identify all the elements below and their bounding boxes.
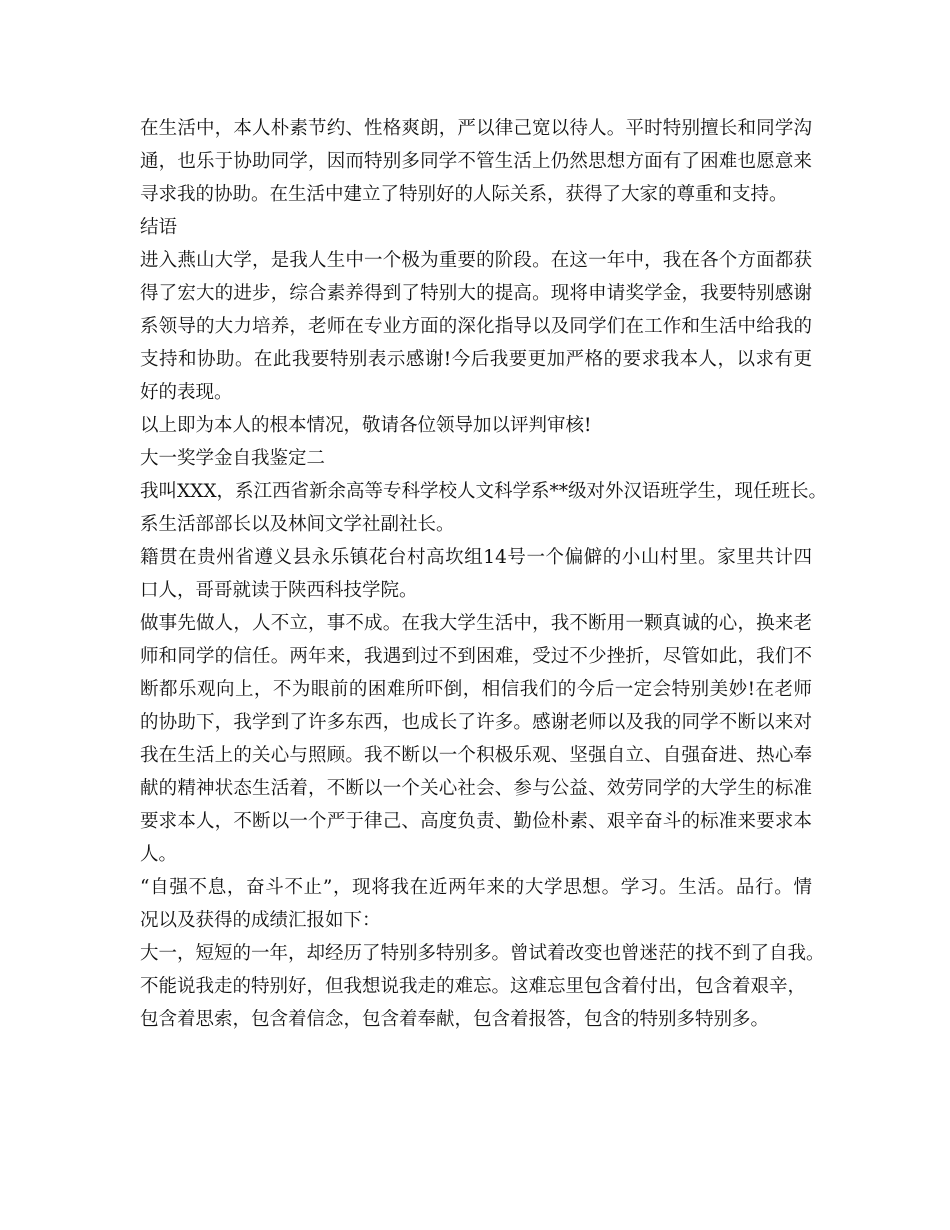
- text-line: 要求本人，不断以一个严于律己、高度负责、勤俭朴素、艰辛奋斗的标准来要求本: [140, 811, 812, 832]
- text-line: 况以及获得的成绩汇报如下：: [140, 910, 381, 931]
- text-line: 籍贯在贵州省遵义县永乐镇花台村高坎组14号一个偏僻的小山村里。家里共计四: [140, 547, 812, 568]
- text-line: 系领导的大力培养，老师在专业方面的深化指导以及同学们在工作和生活中给我的: [140, 316, 812, 337]
- text-line: “自强不息，奋斗不止”，现将我在近两年来的大学思想。学习。生活。品行。情: [140, 877, 812, 898]
- text-line: 大一，短短的一年，却经历了特别多特别多。曾试着改变也曾迷茫的找不到了自我。: [140, 943, 825, 964]
- text-line: 系生活部部长以及林间文学社副社长。: [140, 514, 455, 535]
- section-heading: 结语: [140, 217, 178, 238]
- text-line: 支持和协助。在此我要特别表示感谢!今后我要更加严格的要求我本人，以求有更: [140, 349, 812, 370]
- text-line: 做事先做人，人不立，事不成。在我大学生活中，我不断用一颗真诚的心，换来老: [140, 613, 812, 634]
- text-line: 以上即为本人的根本情况，敬请各位领导加以评判审核!: [140, 415, 592, 436]
- text-line: 不能说我走的特别好，但我想说我走的难忘。这难忘里包含着付出，包含着艰辛，: [140, 976, 807, 997]
- text-line: 我在生活上的关心与照顾。我不断以一个积极乐观、坚强自立、自强奋进、热心奉: [140, 745, 812, 766]
- text-line: 口人，哥哥就读于陕西科技学院。: [140, 580, 418, 601]
- text-line: 献的精神状态生活着，不断以一个关心社会、参与公益、效劳同学的大学生的标准: [140, 778, 812, 799]
- text-line: 人。: [140, 844, 178, 865]
- text-line: 好的表现。: [140, 382, 233, 403]
- text-line: 进入燕山大学，是我人生中一个极为重要的阶段。在这一年中，我在各个方面都获: [140, 250, 812, 271]
- text-line: 师和同学的信任。两年来，我遇到过不到困难，受过不少挫折，尽管如此，我们不: [140, 646, 812, 667]
- section-heading: 大一奖学金自我鉴定二: [140, 448, 326, 469]
- text-line: 寻求我的协助。在生活中建立了特别好的人际关系，获得了大家的尊重和支持。: [140, 184, 788, 205]
- text-line: 在生活中，本人朴素节约、性格爽朗，严以律己宽以待人。平时特别擅长和同学沟: [140, 118, 812, 139]
- text-line: 包含着思索，包含着信念，包含着奉献，包含着报答，包含的特别多特别多。: [140, 1009, 770, 1030]
- text-line: 通，也乐于协助同学，因而特别多同学不管生活上仍然思想方面有了困难也愿意来: [140, 151, 812, 172]
- document-body: [140, 112, 830, 1036]
- text-line: 得了宏大的进步，综合素养得到了特别大的提高。现将申请奖学金，我要特别感谢: [140, 283, 812, 304]
- text-line: 我叫XXX，系江西省新余高等专科学校人文科学系**级对外汉语班学生，现任班长。: [140, 481, 828, 502]
- text-line: 断都乐观向上，不为眼前的困难所吓倒，相信我们的今后一定会特别美妙!在老师: [140, 679, 812, 700]
- text-line: 的协助下，我学到了许多东西，也成长了许多。感谢老师以及我的同学不断以来对: [140, 712, 812, 733]
